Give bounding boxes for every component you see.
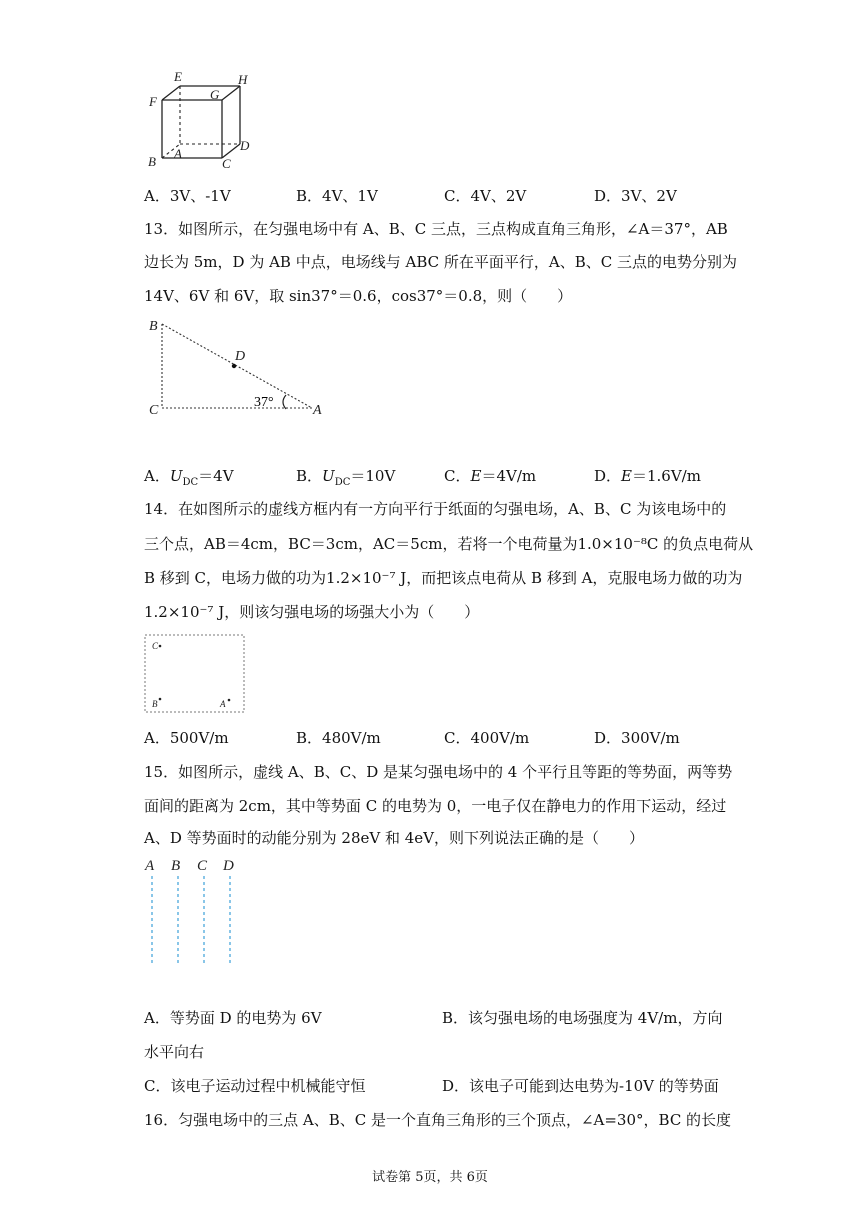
option-symbol: U bbox=[169, 467, 183, 485]
q15-option-d[interactable]: D．该电子可能到达电势为-10V 的等势面 bbox=[442, 1077, 719, 1095]
option-text: ＝4V/m bbox=[481, 467, 537, 485]
option-symbol: E bbox=[470, 467, 482, 485]
option-letter: C． bbox=[444, 729, 471, 747]
plane-label-c: C bbox=[197, 858, 208, 874]
option-text: 500V/m bbox=[169, 729, 229, 747]
box-label-b: B bbox=[152, 699, 158, 709]
option-letter: B． bbox=[296, 187, 323, 205]
tri-label-c: C bbox=[149, 403, 159, 418]
option-text: 3V、-1V bbox=[169, 187, 231, 205]
tri-label-b: B bbox=[149, 319, 158, 334]
plane-label-d: D bbox=[223, 858, 234, 874]
dashed-box-figure bbox=[144, 634, 246, 714]
option-letter: D． bbox=[594, 467, 622, 485]
page-footer: 试卷第 5页，共 6页 bbox=[372, 1170, 488, 1185]
q12-option-c[interactable] bbox=[444, 186, 526, 206]
cube-label-b: B bbox=[148, 154, 156, 169]
cube-label-c: C bbox=[222, 156, 231, 170]
q14-line-3: B 移到 C，电场力做的功为1.2×10⁻⁷ J，而把该点电荷从 B 移到 A，克服电场力做的功为 bbox=[144, 569, 743, 587]
option-letter: D． bbox=[594, 729, 622, 747]
option-letter: A． bbox=[144, 467, 170, 485]
option-letter: C． bbox=[444, 187, 471, 205]
option-letter: D． bbox=[594, 187, 622, 205]
q14-option-c[interactable] bbox=[444, 728, 529, 748]
option-letter: A． bbox=[144, 187, 170, 205]
option-subscript: DC bbox=[334, 477, 351, 488]
q12-option-b[interactable] bbox=[296, 186, 378, 206]
q15-line-2: 面间的距离为 2cm，其中等势面 C 的电势为 0，一电子仅在静电力的作用下运动，经过 bbox=[144, 797, 727, 815]
q14-line-4: 1.2×10⁻⁷ J，则该匀强电场的场强大小为（ ） bbox=[144, 603, 480, 621]
option-text: 3V、2V bbox=[621, 187, 677, 205]
option-letter: C． bbox=[444, 467, 471, 485]
q15-option-c[interactable]: C．该电子运动过程中机械能守恒 bbox=[144, 1077, 366, 1095]
option-text: 4V、1V bbox=[322, 187, 378, 205]
tri-label-a: A bbox=[313, 403, 322, 418]
q12-option-d[interactable] bbox=[594, 186, 677, 206]
q13-line-2: 边长为 5m，D 为 AB 中点，电场线与 ABC 所在平面平行，A、B、C 三点的电势分别为 bbox=[144, 253, 737, 271]
q14-option-b[interactable] bbox=[296, 728, 381, 748]
q14-option-a[interactable] bbox=[144, 728, 229, 748]
plane-label-b: B bbox=[171, 858, 181, 874]
equipotential-figure bbox=[140, 854, 250, 968]
q13-option-a[interactable] bbox=[144, 466, 234, 493]
option-letter: B． bbox=[296, 729, 323, 747]
option-text: ＝1.6V/m bbox=[631, 467, 701, 485]
cube-label-f: F bbox=[149, 94, 157, 109]
q15-option-b[interactable]: B．该匀强电场的电场强度为 4V/m，方向 bbox=[442, 1009, 723, 1027]
plane-label-a: A bbox=[145, 858, 155, 874]
box-label-a: A bbox=[220, 699, 226, 709]
cube-label-e: E bbox=[174, 70, 182, 84]
q14-option-d[interactable] bbox=[594, 728, 680, 748]
option-text: ＝4V bbox=[198, 467, 234, 485]
q15-line-3: A、D 等势面时的动能分别为 28eV 和 4eV，则下列说法正确的是（ ） bbox=[144, 829, 644, 847]
q13-option-b[interactable] bbox=[296, 466, 395, 493]
cube-label-d: D bbox=[240, 138, 250, 153]
cube-label-a: A bbox=[174, 146, 182, 161]
q13-line-1: 13．如图所示，在匀强电场中有 A、B、C 三点，三点构成直角三角形，∠A＝37°，AB bbox=[144, 220, 728, 238]
option-symbol: U bbox=[322, 467, 335, 485]
option-text: 300V/m bbox=[621, 729, 680, 747]
cube-figure bbox=[140, 70, 260, 170]
q15-option-b-continued: 水平向右 bbox=[144, 1043, 205, 1061]
q16-line-1: 16．匀强电场中的三点 A、B、C 是一个直角三角形的三个顶点，∠A=30°，BC 的长度 bbox=[144, 1111, 732, 1129]
q13-option-d[interactable] bbox=[594, 466, 701, 486]
option-text: 4V、2V bbox=[470, 187, 527, 205]
box-label-c: C bbox=[152, 641, 159, 651]
tri-angle-label: 37° bbox=[254, 395, 274, 410]
option-subscript: DC bbox=[182, 477, 199, 488]
option-letter: A． bbox=[144, 729, 170, 747]
q13-option-c[interactable] bbox=[444, 466, 536, 486]
triangle-figure bbox=[146, 312, 346, 422]
option-symbol: E bbox=[621, 467, 632, 485]
cube-label-h: H bbox=[238, 72, 248, 87]
q15-line-1: 15．如图所示，虚线 A、B、C、D 是某匀强电场中的 4 个平行且等距的等势面，两等势 bbox=[144, 763, 733, 781]
q14-line-2: 三个点，AB＝4cm，BC＝3cm，AC＝5cm，若将一个电荷量为1.0×10⁻⁸C 的负点电荷从 bbox=[144, 535, 754, 553]
option-letter: B． bbox=[296, 467, 323, 485]
q13-line-3: 14V、6V 和 6V，取 sin37°＝0.6，cos37°＝0.8，则（ ） bbox=[144, 287, 573, 305]
q14-line-1: 14．在如图所示的虚线方框内有一方向平行于纸面的匀强电场，A、B、C 为该电场中的 bbox=[144, 500, 727, 518]
q15-option-a[interactable]: A．等势面 D 的电势为 6V bbox=[144, 1009, 322, 1027]
option-text: 400V/m bbox=[470, 729, 530, 747]
option-text: ＝10V bbox=[350, 467, 396, 485]
tri-label-d: D bbox=[235, 349, 246, 364]
option-text: 480V/m bbox=[322, 729, 381, 747]
cube-label-g: G bbox=[210, 87, 220, 102]
q12-option-a[interactable] bbox=[144, 186, 231, 206]
